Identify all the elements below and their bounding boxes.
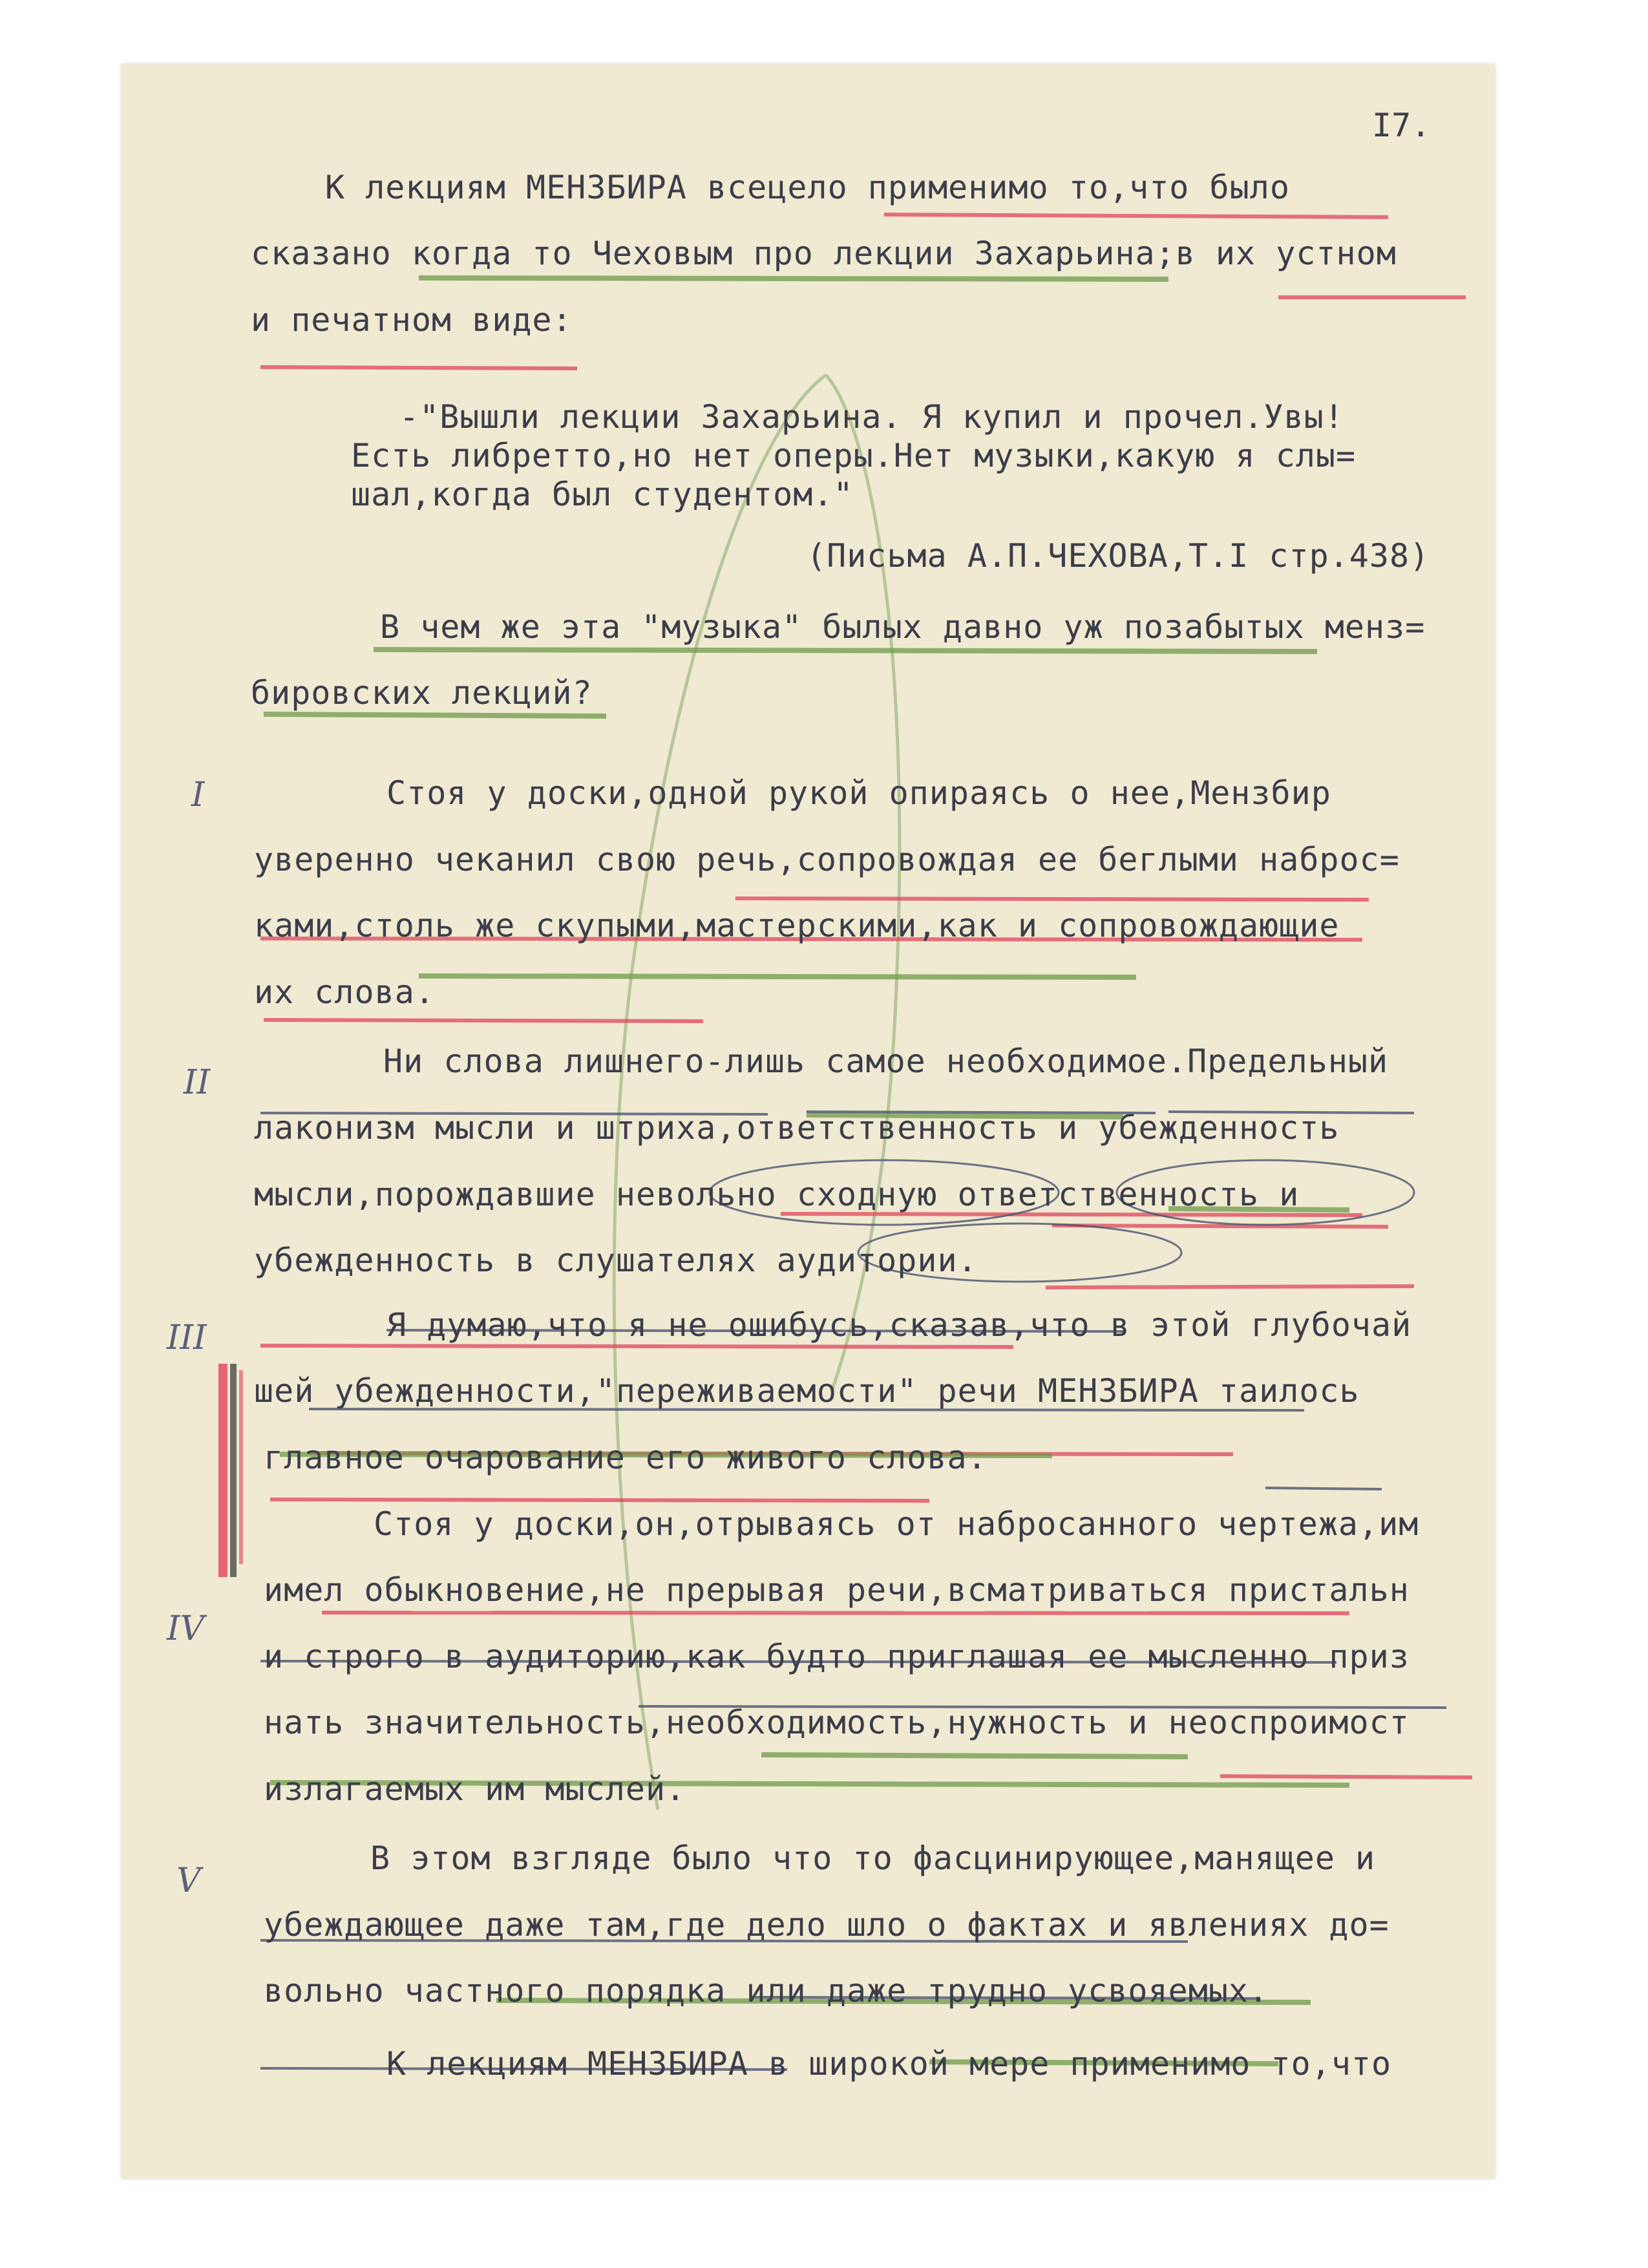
text-line: вольно частного порядка или даже трудно усвояемых. [264, 1972, 1269, 2009]
margin-mark: IV [167, 1609, 205, 1648]
text-line: бировских лекций? [251, 674, 593, 712]
text-line: Я думаю,что я не ошибусь,сказав,что в этой глубочай [386, 1306, 1412, 1344]
text-line: Стоя у доски,он,отрываясь от набросанного чертежа,им [374, 1505, 1419, 1543]
text-line: Ни слова лишнего-лишь самое необходимое.Предельный [383, 1043, 1389, 1080]
quote-line: -"Вышли лекции Захарьина. Я купил и прочел.Увы! [399, 398, 1344, 436]
page-number: I7. [1372, 107, 1431, 144]
quote-line: шал,когда был студентом." [351, 476, 854, 513]
text-line: шей убежденности,"переживаемости" речи МЕНЗБИРА таилось [254, 1372, 1360, 1410]
text-line: В чем же эта "музыка" былых давно уж позабытых менз= [380, 608, 1426, 646]
margin-mark: V [176, 1861, 201, 1900]
margin-bracket [218, 1364, 243, 1577]
text-line: убежденность в слушателях аудитории. [254, 1242, 978, 1279]
text-line: ками,столь же скупыми,мастерскими,как и сопровождающие [254, 907, 1340, 944]
text-line: имел обыкновение,не прерывая речи,всматриваться пристальн [264, 1571, 1410, 1609]
text-line: К лекциям МЕНЗБИРА в широкой мере применимо то,что [386, 2045, 1392, 2083]
text-line: и строго в аудиторию,как будто приглашая ее мысленно приз [264, 1638, 1410, 1675]
text-line: главное очарование его живого слова. [264, 1439, 988, 1476]
text-line: сказано когда то Чеховым про лекции Захарьина;в их устном [251, 235, 1397, 272]
margin-mark: I [191, 776, 205, 814]
margin-mark: III [167, 1319, 207, 1357]
text-line: лаконизм мысли и штриха,ответственность и убежденность [254, 1109, 1340, 1147]
text-line: К лекциям МЕНЗБИРА всецело применимо то,что было [325, 169, 1290, 206]
text-line: нать значительность,необходимость,нужность и неоспроимост [264, 1704, 1410, 1741]
margin-mark: II [184, 1063, 211, 1102]
text-line: убеждающее даже там,где дело шло о фактах и явлениях до= [264, 1906, 1389, 1944]
text-line: излагаемых им мыслей. [264, 1770, 686, 1808]
text-line: мысли,порождавшие невольно сходную ответственность и [254, 1176, 1300, 1213]
quote-line: Есть либретто,но нет оперы.Нет музыки,какую я слы= [351, 437, 1357, 474]
text-line: их слова. [254, 973, 435, 1011]
text-line: Стоя у доски,одной рукой опираясь о нее,Мензбир [386, 774, 1331, 812]
text-line: и печатном виде: [251, 301, 573, 339]
text-line: уверенно чеканил свою речь,сопровождая ее беглыми наброс= [254, 841, 1400, 878]
document-page [121, 65, 1495, 2178]
text-line: В этом взгляде было что то фасцинирующее,манящее и [370, 1839, 1376, 1877]
quote-source: (Письма А.П.ЧЕХОВА,Т.I стр.438) [807, 537, 1430, 575]
